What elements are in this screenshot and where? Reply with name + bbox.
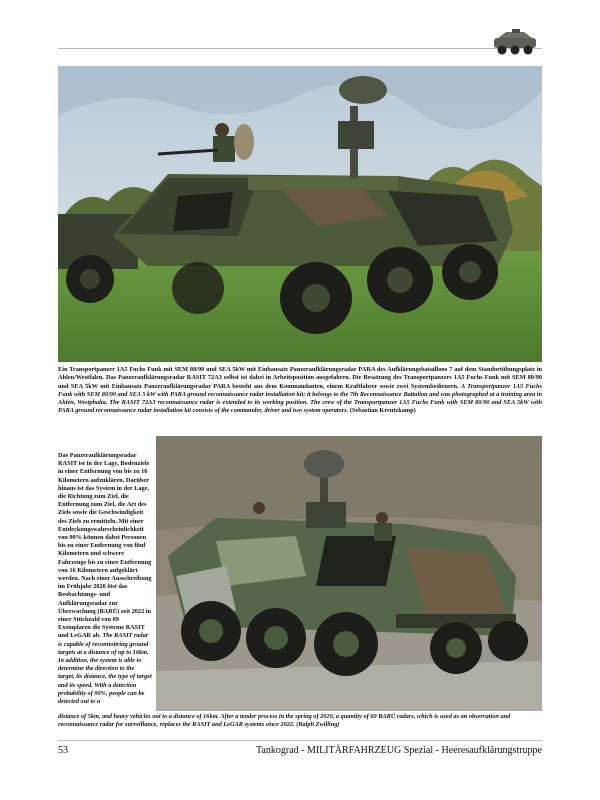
footer-title: Tankograd - MILITÄRFAHRZEUG Spezial - Heeresaufklärungstruppe: [256, 745, 542, 756]
armored-vehicle-icon: [488, 28, 542, 58]
photo-fuchs-training-area: [156, 436, 542, 711]
side-text-column: [58, 452, 152, 706]
caption-top-german: Ein Transportpanzer 1A5 Fuchs Funk mit SEM 80/90 und SEA 5kW mit Einbausatz Panzeraufklärungsradar PARA des Aufklärungsbataillons 7 auf dem Standortübungsplatz in Ahlen/Westfalen. Das Panzeraufklärungsradar RASIT 72A3 selbst ist dabei in Arbeitsposition ausgefahren. Die Besatzung des Transportpanzers 1A5 Fuchs Funk mit SEM 80/90 und SEA 5kW mit Einbausatz Panzeraufklärungsradar PARA besteht aus dem Kommandanten, einem Kraftfahrer sowie zwei Systembedienern.: [58, 366, 542, 390]
page-number: 53: [58, 745, 68, 756]
caption-top: [58, 366, 542, 416]
caption-top-english: A Transportpanzer 1A5 Fuchs Funk with SEM 80/90 and SEA 5 kW with PARA ground reconnaissance radar installation kit; it belongs to the 7th Reconnaissance Battalion and was photographed at a training area in Ahlen, Westphalia. The RASIT 72A3 reconnaissance radar is extended to its working position. The crew of the Transportpanzer 1A5 Fuchs Funk with SEM 80/90 and SEA 5kW with PARA ground reconnaissance radar installation kit consists of the commander, driver and two system operators.: [58, 382, 542, 415]
side-text-german: Das Panzeraufklärungsradar RASIT ist in der Lage, Bodenziele in einer Entfernung von bis zu 16 Kilometern aufzuklären. Darüber hinaus ist das System in der Lage, die Richtung zum Ziel, die Entfernung zum Ziel, die Art des Ziels sowie die Geschwindigkeit des Ziels zu ermitteln. Mit einer Entdeckungswahrscheinlichkeit von 90% können dabei Personen bis zu einer Entfernung von fünf Kilometern und schwere Fahrzeuge bis zu einer Entfernung von 16 Kilometern aufgeklärt werden. Nach einer Ausschreibung im Frühjahr 2020 löst das Beobachtungs- und Aufklärungsradar zur Überwachung (BARÜ) seit 2022 in einer Stückzahl von 69 Exemplaren die Systeme RASIT und LeGAR ab.: [58, 452, 152, 640]
header-rule: [58, 48, 542, 49]
footer-rule: [58, 740, 542, 741]
side-text-english: The RASIT radar is capable of reconnoitring ground targets at a distance of up to 16km. In addition, the system is able to determine the direction to the target, its distance, the type of target and its speed. With a detection probability of 90%, people can be detected out to a: [58, 632, 152, 706]
caption-bottom: distance of 5km, and heavy vehicles out to a distance of 16km. After a tender process in the spring of 2020, a quantity of 69 BARÜ radars, which is used as an observation and reconnaissance radar for surveillance, replaces the RASIT and LeGAR systems since 2022. (Ralph Zwilling): [58, 713, 511, 729]
photo-fuchs-radar-extended: [58, 66, 542, 362]
caption-top-credit: (Sebastian Kreutzkamp): [349, 407, 416, 415]
